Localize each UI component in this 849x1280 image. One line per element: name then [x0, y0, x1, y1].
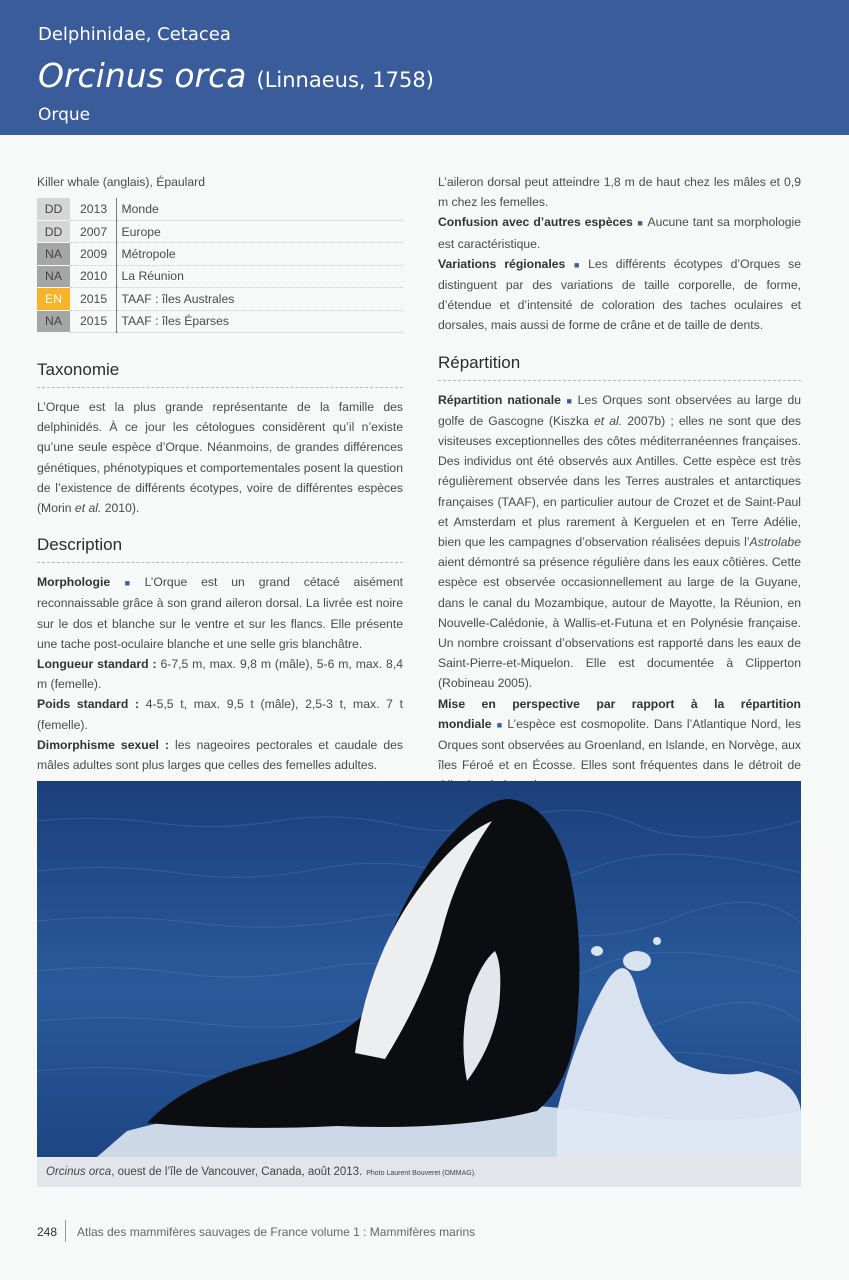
taxonomy-text: L’Orque est la plus grande représentante de la famille des delphinidés. À ce jour les cétologues considèrent qu’il n’existe qu’une seule espèce d’Orque. Néanmoins, de grandes différences génétiques, phénotypiques et comportementales posent la question de l’existence de différents écotypes, voire de différentes espèces (Morin et al. 2010).	[37, 400, 403, 516]
bullet-icon: ■	[636, 218, 644, 229]
common-name: Orque	[38, 105, 91, 125]
photo-credit: Photo Laurent Bouveret (OMMAG).	[366, 1170, 476, 1177]
status-code: NA	[37, 243, 70, 265]
status-region: TAAF : îles Éparses	[116, 310, 403, 332]
bullet-icon: ■	[564, 395, 574, 406]
right-column	[438, 172, 801, 812]
taxonomy-section	[37, 359, 403, 518]
vernacular-names: Killer whale (anglais), Épaulard	[37, 175, 206, 189]
status-row	[37, 243, 403, 265]
status-row	[37, 265, 403, 287]
section-title-taxonomie: Taxonomie	[37, 359, 403, 388]
variations-paragraph: Variations régionales ■ Les différents écotypes d’Orques se distinguent par des variations de taille corporelle, de forme, d’étendue et d’intensité de coloration des taches oculaires et dorsales, mais aussi de forme de crâne et de taille de dents.	[438, 256, 801, 333]
species-author: (Linnaeus, 1758)	[256, 68, 434, 92]
orca-photo	[37, 781, 801, 1157]
header-band	[0, 0, 849, 135]
status-year: 2007	[70, 221, 116, 243]
morphology-paragraph: Morphologie ■ L’Orque est un grand cétacé aisément reconnaissable grâce à son grand aileron dorsal. La livrée est noire sur le dos et blanche sur le ventre et sur les flancs. Elle présente une tache post-oculaire blanche et une selle gris blanchâtre.	[37, 575, 404, 651]
scientific-name: Orcinus orca	[38, 56, 247, 95]
status-code: DD	[37, 198, 70, 220]
status-code: NA	[37, 265, 70, 287]
world-distribution-paragraph: Mise en perspective par rapport à la répartition mondiale ■ L’espèce est cosmopolite. Dans l’Atlantique Nord, les Orques sont observées au Groenland, en Islande, en Norvège, aux îles Féroé et en Écosse. Elles sont fréquentes dans le détroit de	[438, 696, 801, 773]
conservation-status-table	[37, 198, 403, 333]
length-paragraph: Longueur standard : 6-7,5 m, max. 9,8 m (mâle), 5-6 m, max. 8,4 m (femelle).	[37, 657, 403, 692]
status-code: EN	[37, 288, 70, 310]
bullet-icon: ■	[495, 719, 504, 730]
status-year: 2009	[70, 243, 116, 265]
description-section	[37, 534, 403, 775]
status-region: Monde	[116, 198, 403, 220]
status-year: 2013	[70, 198, 116, 220]
confusion-paragraph: Confusion avec d’autres espèces ■ Aucune tant sa morphologie est caractéristique.	[438, 215, 801, 251]
section-title-description: Description	[37, 534, 403, 563]
status-region: La Réunion	[116, 265, 403, 287]
section-title-repartition: Répartition	[438, 352, 801, 381]
status-region: Métropole	[116, 243, 403, 265]
distribution-section	[438, 352, 801, 796]
status-region: Europe	[116, 221, 403, 243]
status-row	[37, 310, 403, 332]
national-distribution-paragraph: Répartition nationale ■ Les Orques sont observées au large du golfe de Gascogne (Kiszka et al. 2007b) ; elles ne sont que des visiteuses exceptionnelles des côtes méditerranéennes françaises. Des individus ont été observés aux Antilles. Cette espèce est très régulièrement observée dans les Terres australes et antarctiques françaises (TAAF), en particulier autour de Crozet et de Saint-Paul et Amsterdam et plus rarement à Kerguelen et en Terre Adélie, bien que les campagnes d’observation réalisées depuis l’Astrolabe aient démontré sa présence régulière dans les eaux côtières. Cette espèce est observée occasionnellement au large de la Guyane, dans le canal du Mozambique, autour de Mayotte, la Réunion, en Nouvelle-Calédonie, à Wallis-et-Futuna et en Polynésie française. Un nombre croissant d’observations est rapporté dans les eaux de Saint-Pierre-et-Miquelon. Elle est documentée à Clipperton (Robineau 2005).	[438, 392, 802, 691]
status-row	[37, 288, 403, 310]
family-label: Delphinidae, Cetacea	[38, 24, 231, 45]
book-title: Atlas des mammifères sauvages de France volume 1 : Mammifères marins	[77, 1225, 476, 1239]
bullet-icon: ■	[114, 578, 141, 589]
footer-divider	[65, 1220, 66, 1242]
photo-caption: Orcinus orca, ouest de l’île de Vancouver, Canada, août 2013. Photo Laurent Bouveret (OMMAG).	[37, 1157, 801, 1187]
status-row	[37, 198, 403, 220]
dorsal-fin-paragraph: L’aileron dorsal peut atteindre 1,8 m de haut chez les mâles et 0,9 m chez les femelles.	[438, 175, 801, 210]
dimorphism-paragraph: Dimorphisme sexuel : les nageoires pectorales et caudale des mâles adultes sont plus larges que celles des femelles adultes.	[37, 737, 403, 773]
weight-paragraph: Poids standard : 4-5,5 t, max. 9,5 t (mâle), 2,5-3 t, max. 7 t (femelle).	[37, 697, 403, 732]
species-title	[38, 56, 434, 95]
status-region: TAAF : îles Australes	[116, 288, 403, 310]
left-column	[37, 172, 403, 791]
status-row	[37, 221, 403, 243]
status-year: 2015	[70, 288, 116, 310]
page-number: 248	[37, 1225, 58, 1239]
status-year: 2010	[70, 265, 116, 287]
status-code: NA	[37, 310, 70, 332]
bullet-icon: ■	[569, 259, 585, 270]
status-code: DD	[37, 221, 70, 243]
status-year: 2015	[70, 310, 116, 332]
